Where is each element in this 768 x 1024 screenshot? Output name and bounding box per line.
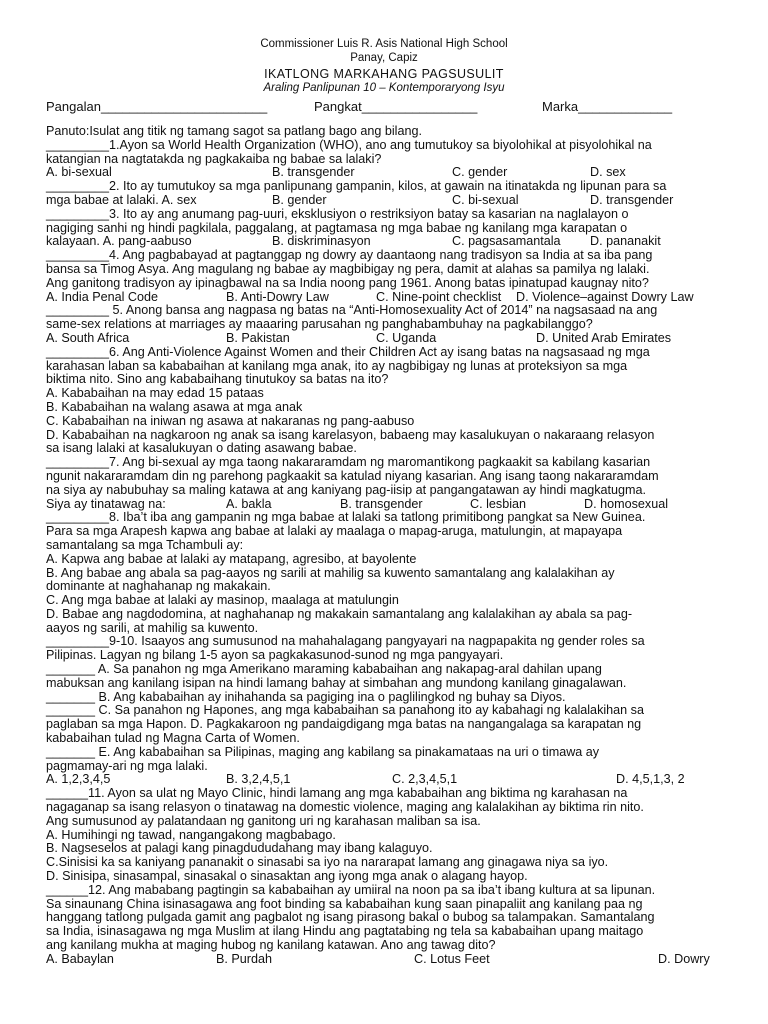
grade-field[interactable]: Marka_____________ [542,99,673,114]
choice: C.Sinisisi ka sa kaniyang pananakit o sinasabi sa iyo na nararapat lamang ang ginagawa niya sa iyo. [46,855,609,870]
choice: D. Sinisipa, sinasampal, sinasakal o sinasaktan ang iyong mga anak o alagang hayop. [46,869,528,884]
question-3-choices [46,235,736,249]
exam-body [46,125,736,967]
choice: A. Kapwa ang babae at lalaki ay matapang, agresibo, at bayolente [46,551,417,566]
choice: C. pagsasamantala [452,234,561,249]
choice: A. India Penal Code [46,289,159,304]
question-4-line: _________4. Ang pagbabayad at pagtanggap ng dowry ay daantaong nang tradisyon sa India at sa iba pang [46,248,653,263]
question-6-line: biktima nito. Sino ang kababaihang tinutukoy sa batas na ito? [46,372,389,387]
choice: D. 4,5,1,3, 2 [616,772,685,787]
question-1-choices [46,166,736,180]
school-location: Panay, Capiz [350,51,418,64]
event-item: _______ A. Sa panahon ng mga Amerikano maraming kababaihan ang nakapag-aral dahilan upang [46,662,602,677]
choice: B. Purdah [216,951,273,966]
student-info-fields [46,99,726,115]
choice: dominante at naghahanap ng makakain. [46,579,271,594]
choice: C. Ang mga babae at lalaki ay masinop, maalaga at matulungin [46,593,399,608]
question-12-line: sa India, isinasagawa ng mga Muslim at ilang Hindu ang pagtatabing ng tela sa kababaihan upang maitago [46,924,644,939]
choice: A. Humihingi ng tawad, nangangakong magbabago. [46,827,336,842]
choice: D. Kababaihan na nagkaroon ng anak sa isang karelasyon, babaeng may kasalukuyan o nakaraang relasyon [46,427,655,442]
question-7-line: Siya ay tinatawag na: [46,496,166,511]
event-item: _______ E. Ang kababaihan sa Pilipinas, maging ang kabilang sa pinakamataas na uri o timawa ay [46,744,600,759]
event-item: kababaihan tulad ng Magna Carta of Women. [46,731,300,746]
choice: D. Babae ang nagdodomina, at naghahanap ng makakain samantalang ang kalalakihan ay abala sa pag- [46,606,633,621]
choice: A. Babaylan [46,951,114,966]
choice: B. Anti-Dowry Law [226,289,329,304]
question-11-line: Ang sumusunod ay palatandaan ng ganitong uri ng karahasan maliban sa isa. [46,813,481,828]
question-12-line: ______12. Ang mababang pagtingin sa kababaihan ay umiiral na noon pa sa iba’t ibang kultura at sa lipunan. [46,882,656,897]
choice: B. Ang babae ang abala sa pag-aayos ng sarili at mahilig sa kuwento samantalang ang kalalakihan ay [46,565,615,580]
question-9-10-choices [46,773,736,787]
event-item: mabuksan ang kanilang isipan na hindi lamang bahay at simbahan ang mundong kanilang ginagalawan. [46,675,627,690]
question-12-line: Sa sinaunang China isinasagawa ang foot binding sa kababaihan kung saan pinapaliit ang kanilang paa ng [46,896,643,911]
exam-subject: Araling Panlipunan 10 – Kontemporaryong Isyu [263,81,505,94]
choice: A. Kababaihan na may edad 15 pataas [46,386,264,401]
question-3-line: _________3. Ito ay ang anumang pag-uuri, eksklusiyon o restriksiyon batay sa kasarian na naglalayon o [46,206,629,221]
question-6-line: karahasan laban sa kababaihan at kanilang mga anak, ito ay nagbibigay ng lunas at proteksiyon sa mga [46,358,628,373]
question-2-line: mga babae at lalaki. A. sex [46,192,197,207]
question-8-line: samantalang sa mga Tchambuli ay: [46,537,244,552]
choice: C. bi-sexual [452,192,519,207]
question-8-line: _________8. Iba’t iba ang gampanin ng mga babae at lalaki sa tatlong primitibong pangkat sa New Guinea. [46,510,646,525]
event-item: _______ B. Ang kababaihan ay inihahanda sa pagiging ina o paglilingkod ng buhay sa Diyos. [46,689,566,704]
question-1-line: _________1.Ayon sa World Health Organization (WHO), ano ang tumutukoy sa biyolohikal at pisyolohikal na [46,137,652,152]
exam-title: IKATLONG MARKAHANG PAGSUSULIT [264,67,504,81]
choice: A. 1,2,3,4,5 [46,772,111,787]
question-3-line: nagiging sanhi ng hindi pagkilala, paggalang, at pagtamasa ng mga babae ng kanilang mga karapatan o [46,220,628,235]
question-7-line: na siya ay nabubuhay sa maling katawa at ang kaniyang pag-iisip at pangangatawan ay hindi magkatugma. [46,482,646,497]
choice: C. gender [452,165,508,180]
choice: C. Lotus Feet [414,951,490,966]
question-12-choices [46,953,736,967]
choice: D. United Arab Emirates [536,330,672,345]
choice: A. bi-sexual [46,165,112,180]
choice: B. transgender [272,165,355,180]
question-11-line: ______11. Ayon sa ulat ng Mayo Clinic, hindi lamang ang mga kababaihan ang biktima ng karahasan na [46,786,628,801]
choice: D. pananakit [590,234,661,249]
choice: B. gender [272,192,327,207]
choice: C. lesbian [470,496,527,511]
choice: C. Kababaihan na iniwan ng asawa at nakaranas ng pang-aabuso [46,413,415,428]
choice: B. Nagseselos at palagi kang pinagdududahang may ibang kalaguyo. [46,841,433,856]
question-2-line: _________2. Ito ay tumutukoy sa mga panlipunang gampanin, kilos, at gawain na itinatakda ng lipunan para sa [46,179,667,194]
question-7-line: ngunit nakararamdam din ng parehong pagkaakit sa katulad niyang kasarian. Ang isang taong nakararamdam [46,468,659,483]
question-9-10-line: Pilipinas. Lagyan ng bilang 1-5 ayon sa pagkakasunod-sunod ng mga pangyayari. [46,648,504,663]
choice: B. 3,2,4,5,1 [226,772,291,787]
choice: sa isang lalaki at kasalukuyan o dating asawang babae. [46,441,357,456]
question-9-10-line: _________9-10. Isaayos ang sumusunod na mahahalagang pangyayari na nagpapakita ng gender roles sa [46,634,645,649]
question-8-line: Para sa mga Arapesh kapwa ang babae at lalaki ay maalaga o mapag-aruga, matulungin, at mapayapa [46,524,623,539]
event-item: pagmamay-ari ng mga lalaki. [46,758,208,773]
choice: C. 2,3,4,5,1 [392,772,458,787]
choice: A. bakla [226,496,272,511]
choice: B. diskriminasyon [272,234,371,249]
event-item: paglaban sa mga Hapon. D. Pagkakaroon ng pandaigdigang mga batas na nangangalaga sa karapatan ng [46,717,642,732]
choice: D. Dowry [658,951,710,966]
question-4-choices [46,291,736,305]
question-7-line: _________7. Ang bi-sexual ay mga taong nakararamdam ng maromantikong pagkaakit sa kabilang kasarian [46,455,651,470]
question-4-line: bansa sa Timog Asya. Ang magulang ng babae ay magbibigay ng pera, damit at alahas sa pamilya ng lalaki. [46,261,650,276]
choice: D. Violence–against Dowry Law [516,289,694,304]
section-field[interactable]: Pangkat________________ [314,99,478,114]
question-1-line: katangian na nagtatakda ng pagkakaiba ng babae sa lalaki? [46,151,382,166]
question-5-choices [46,332,736,346]
choice: D. transgender [590,192,674,207]
question-12-line: hanggang tatlong pulgada gamit ang pagbalot ng isang pirasong bakal o bubog sa talampakan. Samantalang [46,910,655,925]
choice: kalayaan. A. pang-aabuso [46,234,192,249]
instructions: Panuto:Isulat ang titik ng tamang sagot sa patlang bago ang bilang. [46,124,422,138]
question-5-line: _________ 5. Anong bansa ang nagpasa ng batas na “Anti-Homosexuality Act of 2014” na nagsasaad na ang [46,303,658,318]
question-7-choices [46,498,736,512]
choice: B. Kababaihan na walang asawa at mga anak [46,399,303,414]
school-name: Commissioner Luis R. Asis National High School [260,38,508,50]
question-11-line: nagaganap sa isang relasyon o tinatawag na domestic violence, maging ang kalalakihan ay biktima rin nito. [46,800,644,815]
choice: C. Uganda [376,330,437,345]
question-4-line: Ang ganitong tradisyon ay ipinagbawal na sa India noong pang 1961. Anong batas ipinatupad kaugnay nito? [46,275,649,290]
choice: D. homosexual [584,496,668,511]
choice: D. sex [590,165,626,180]
name-field[interactable]: Pangalan_______________________ [46,99,268,114]
exam-header [0,38,768,95]
question-6-line: _________6. Ang Anti-Violence Against Women and their Children Act ay isang batas na nagsasaad ng mga [46,344,650,359]
choice: B. transgender [340,496,423,511]
event-item: _______ C. Sa panahon ng Hapones, ang mga kababaihan sa panahong ito ay kabahagi ng kalalakihan sa [46,703,644,718]
choice: B. Pakistan [226,330,290,345]
choice: aayos ng sarili, at mahilig sa kuwento. [46,620,259,635]
question-2-choices [46,194,736,208]
question-5-line: same-sex relations at marriages ay maaaring parusahan ng panghabambuhay na pagkabilanggo? [46,317,593,332]
question-12-line: ang kanilang mukha at maging hubog ng kanilang katawan. Ano ang tawag dito? [46,938,496,953]
choice: A. South Africa [46,330,130,345]
choice: C. Nine-point checklist [376,289,502,304]
